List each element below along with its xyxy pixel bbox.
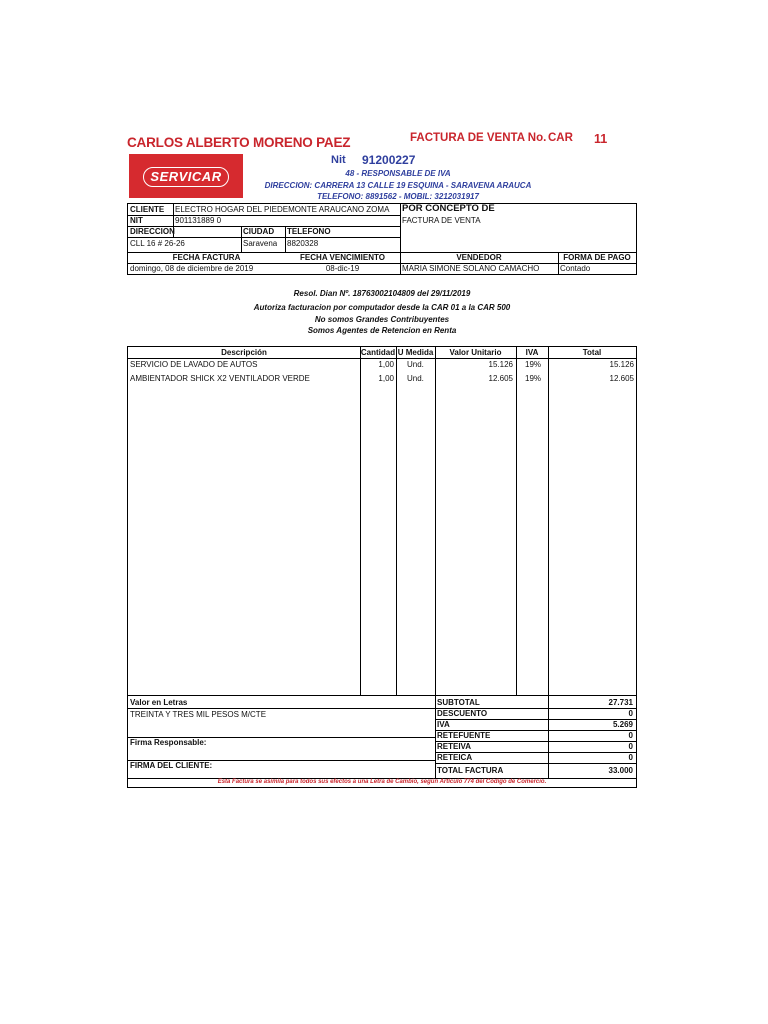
- telefono-label: TELEFONO: [287, 227, 331, 236]
- row-2-iva: 19%: [525, 374, 542, 383]
- items-table: [127, 346, 637, 696]
- reteica-value: 0: [628, 753, 633, 762]
- vendedor-label: VENDEDOR: [456, 253, 502, 262]
- client-nit-value: 901131889 0: [175, 216, 222, 225]
- taxpayer-status: No somos Grandes Contribuyentes: [314, 315, 450, 324]
- col-iva: IVA: [525, 348, 539, 357]
- concepto-value: FACTURA DE VENTA: [402, 216, 481, 225]
- col-u-medida: U Medida: [397, 348, 434, 357]
- company-nit-label: Nit: [331, 154, 346, 166]
- col-cantidad: Cantidad: [360, 348, 396, 357]
- total-factura-label: TOTAL FACTURA: [437, 766, 504, 775]
- reteiva-value: 0: [628, 742, 633, 751]
- logo-text: SERVICAR: [150, 169, 222, 184]
- direccion-value: CLL 16 # 26-26: [130, 239, 185, 248]
- subtotal-label: SUBTOTAL: [437, 698, 480, 707]
- reteiva-label: RETEIVA: [437, 742, 472, 751]
- company-nit-value: 91200227: [362, 153, 416, 167]
- invoice-title: FACTURA DE VENTA No.: [410, 132, 547, 144]
- fecha-vencimiento-value: 08-dic-19: [325, 264, 360, 273]
- iva-value: 5.269: [612, 720, 633, 729]
- ciudad-label: CIUDAD: [243, 227, 275, 236]
- descuento-label: DESCUENTO: [437, 709, 488, 718]
- col-descripcion: Descripción: [221, 348, 267, 357]
- company-phones: TELEFONO: 8891562 - MOBIL: 3212031917: [317, 192, 479, 201]
- ciudad-value: Saravena: [243, 239, 278, 248]
- direccion-label: DIRECCION: [130, 227, 175, 236]
- total-factura-value: 33.000: [608, 766, 633, 775]
- telefono-value: 8820328: [287, 239, 319, 248]
- forma-pago-label: FORMA DE PAGO: [563, 253, 631, 262]
- row-1-quantity: 1,00: [378, 360, 394, 369]
- row-2-unit-price: 12.605: [488, 374, 513, 383]
- row-2-description: AMBIENTADOR SHICK X2 VENTILADOR VERDE: [130, 374, 310, 383]
- forma-pago-value: Contado: [560, 264, 591, 273]
- col-valor-unitario: Valor Unitario: [449, 348, 502, 357]
- row-2-quantity: 1,00: [378, 374, 394, 383]
- fecha-factura-label: FECHA FACTURA: [172, 253, 241, 262]
- client-nit-label: NIT: [130, 216, 143, 225]
- firma-responsable: Firma Responsable:: [130, 738, 207, 747]
- invoice-number: 11: [594, 132, 608, 146]
- tax-regime: 48 - RESPONSABLE DE IVA: [345, 169, 451, 178]
- legal-footer-note: Esta Factura se asimila para todos sus efectos a una Letra de Cambio, según Artículo 774 del Código de Comercio.: [217, 779, 547, 785]
- row-2-total: 12.605: [609, 374, 634, 383]
- row-1-iva: 19%: [525, 360, 542, 369]
- reteica-label: RETEICA: [437, 753, 473, 762]
- firma-cliente: FIRMA DEL CLIENTE:: [130, 761, 213, 770]
- vendedor-value: MARIA SIMONE SOLANO CAMACHO: [402, 264, 540, 273]
- invoice-prefix: CAR: [548, 132, 573, 144]
- company-address: DIRECCION: CARRERA 13 CALLE 19 ESQUINA - SARAVENA ARAUCA: [264, 181, 532, 190]
- row-2-unit: Und.: [407, 374, 424, 383]
- subtotal-value: 27.731: [608, 698, 633, 707]
- fecha-vencimiento-label: FECHA VENCIMIENTO: [300, 253, 385, 262]
- fecha-factura-value: domingo, 08 de diciembre de 2019: [130, 264, 254, 273]
- retefuente-label: RETEFUENTE: [437, 731, 491, 740]
- iva-label: IVA: [437, 720, 450, 729]
- dian-resolution: Resol. Dian Nº. 18763002104809 del 29/11/2019: [293, 289, 471, 298]
- row-1-description: SERVICIO DE LAVADO DE AUTOS: [130, 360, 258, 369]
- retefuente-value: 0: [628, 731, 633, 740]
- row-1-unit: Und.: [407, 360, 424, 369]
- row-1-total: 15.126: [609, 360, 634, 369]
- concepto-label: POR CONCEPTO DE: [402, 204, 495, 214]
- retention-status: Somos Agentes de Retencion en Renta: [307, 326, 457, 335]
- cliente-value: ELECTRO HOGAR DEL PIEDEMONTE ARAUCANO ZOMA: [175, 205, 390, 214]
- col-total: Total: [582, 348, 602, 357]
- valor-letras-value: TREINTA Y TRES MIL PESOS M/CTE: [130, 710, 267, 719]
- authorization-range: Autoriza facturacion por computador desde la CAR 01 a la CAR 500: [253, 303, 511, 312]
- valor-letras-label: Valor en Letras: [130, 698, 188, 707]
- client-info-box: [127, 203, 637, 275]
- totals-section: [127, 696, 637, 788]
- row-1-unit-price: 15.126: [488, 360, 513, 369]
- company-name: CARLOS ALBERTO MORENO PAEZ: [127, 135, 351, 150]
- descuento-value: 0: [628, 709, 633, 718]
- cliente-label: CLIENTE: [130, 205, 165, 214]
